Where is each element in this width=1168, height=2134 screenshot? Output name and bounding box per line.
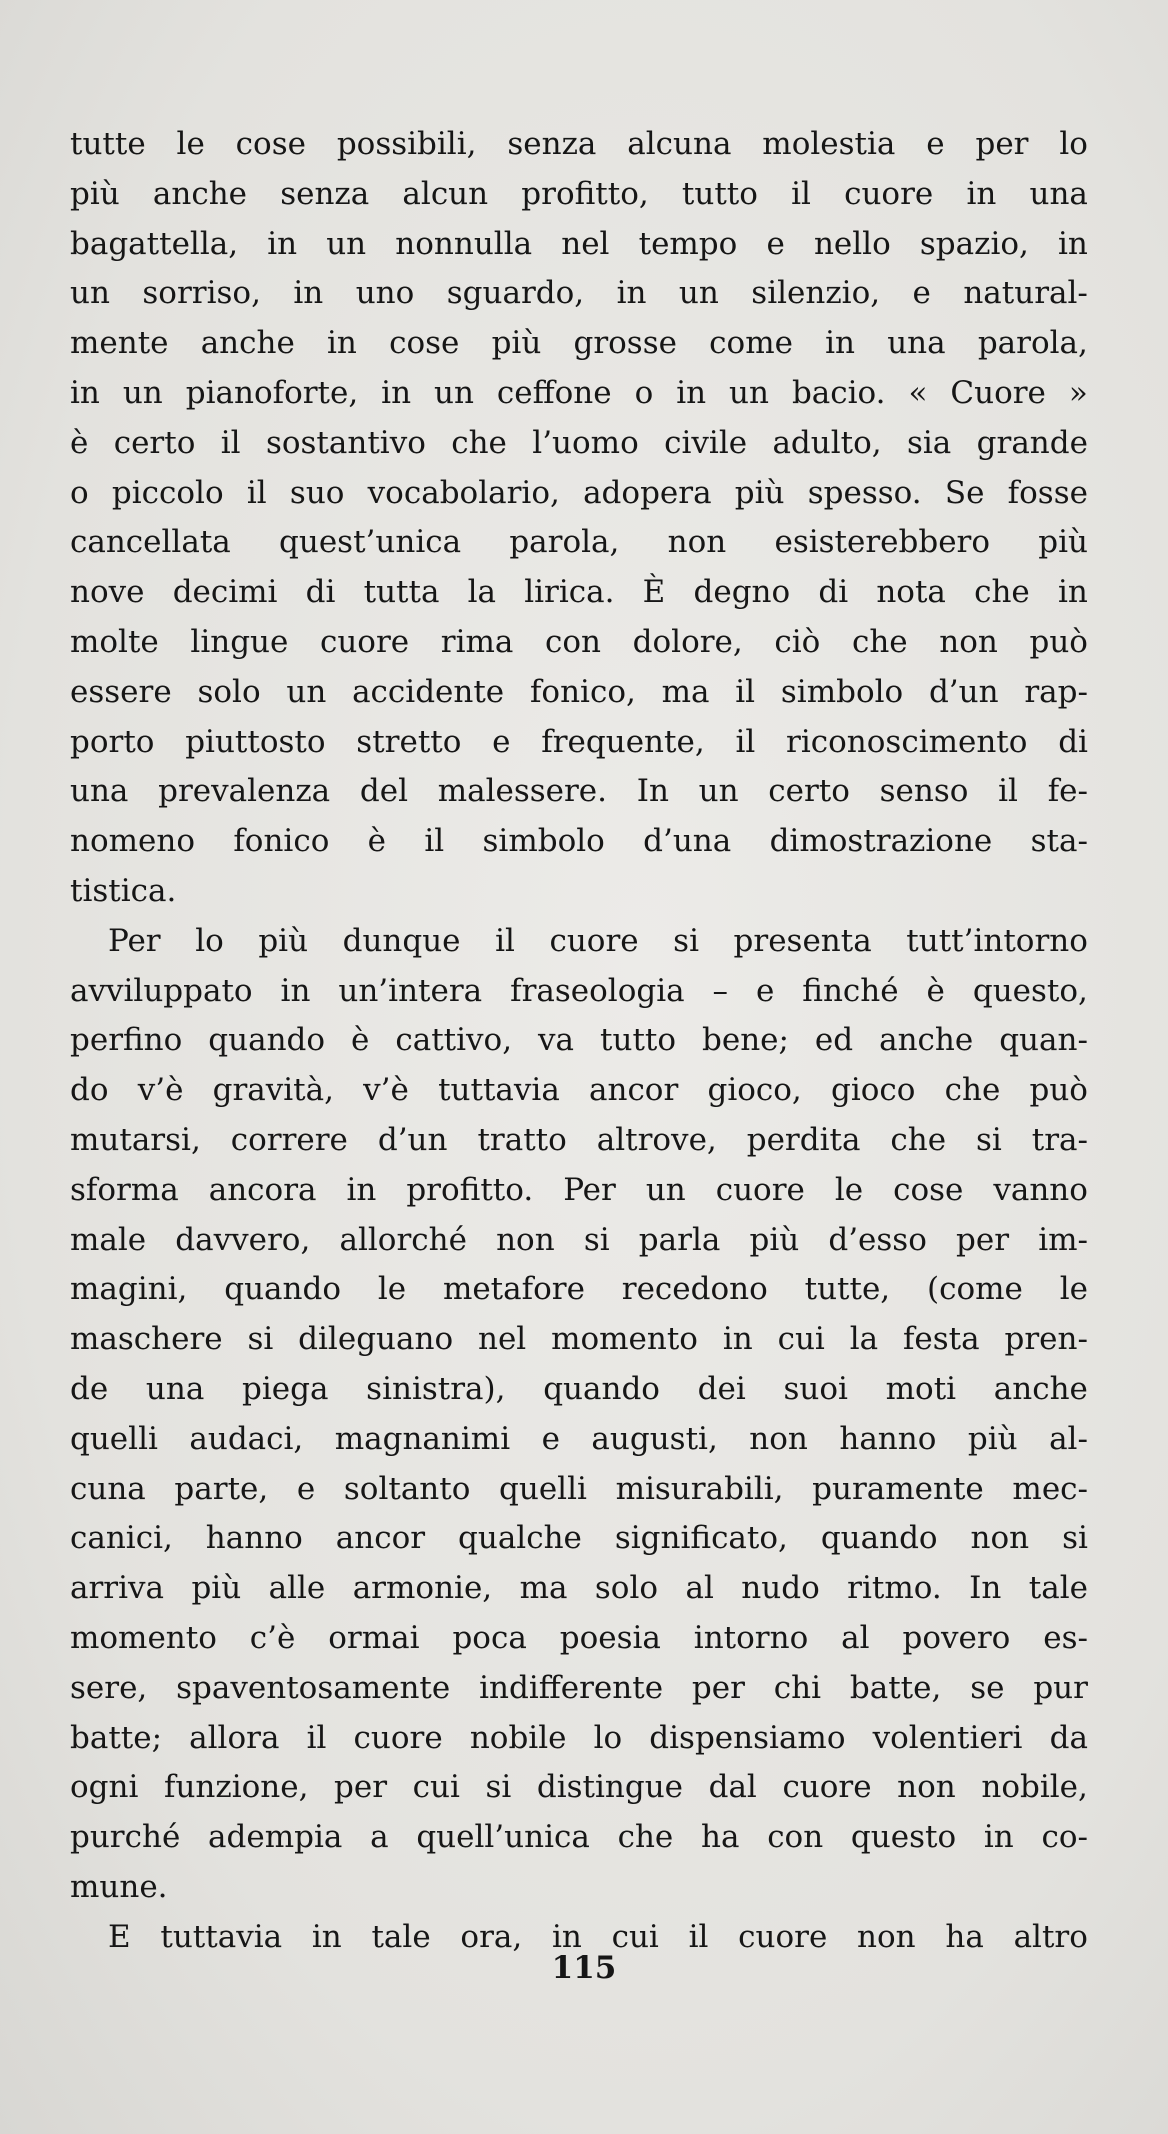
text-line: canici, hanno ancor qualche significato, quando non si bbox=[70, 1520, 1088, 1557]
text-line: male davvero, allorché non si parla più d’esso per im- bbox=[70, 1221, 1088, 1258]
text-line: Per lo più dunque il cuore si presenta tutt’intorno bbox=[108, 922, 1088, 959]
text-line: do v’è gravità, v’è tuttavia ancor gioco, gioco che può bbox=[70, 1072, 1088, 1109]
text-line: ogni funzione, per cui si distingue dal cuore non nobile, bbox=[70, 1769, 1088, 1806]
text-line: de una piega sinistra), quando dei suoi moti anche bbox=[70, 1370, 1088, 1407]
text-line: purché adempia a quell’unica che ha con questo in co- bbox=[70, 1819, 1088, 1856]
text-line: batte; allora il cuore nobile lo dispensiamo volentieri da bbox=[70, 1719, 1088, 1756]
text-line: quelli audaci, magnanimi e augusti, non hanno più al- bbox=[70, 1420, 1088, 1457]
text-line: mente anche in cose più grosse come in una parola, bbox=[70, 325, 1088, 362]
text-line: perfino quando è cattivo, va tutto bene; ed anche quan- bbox=[70, 1022, 1088, 1059]
text-line: tutte le cose possibili, senza alcuna molestia e per lo bbox=[70, 126, 1088, 162]
text-line: molte lingue cuore rima con dolore, ciò che non può bbox=[70, 623, 1088, 660]
text-line: arriva più alle armonie, ma solo al nudo ritmo. In tale bbox=[70, 1570, 1088, 1607]
text-line: maschere si dileguano nel momento in cui la festa pren- bbox=[70, 1321, 1088, 1358]
body-text bbox=[70, 120, 1088, 1962]
text-line: cancellata quest’unica parola, non esisterebbero più bbox=[70, 524, 1088, 561]
text-line: magini, quando le metafore recedono tutte, (come le bbox=[70, 1271, 1088, 1308]
text-line: bagattella, in un nonnulla nel tempo e nello spazio, in bbox=[70, 225, 1088, 262]
text-line: in un pianoforte, in un ceffone o in un bacio. « Cuore » bbox=[70, 374, 1088, 411]
text-line: più anche senza alcun profitto, tutto il cuore in una bbox=[70, 175, 1088, 212]
text-line: sere, spaventosamente indifferente per chi batte, se pur bbox=[70, 1669, 1088, 1706]
text-line: un sorriso, in uno sguardo, in un silenzio, e natural- bbox=[70, 275, 1088, 312]
text-line: una prevalenza del malessere. In un certo senso il fe- bbox=[70, 773, 1088, 810]
text-line: nove decimi di tutta la lirica. È degno di nota che in bbox=[70, 574, 1088, 611]
text-line: mune. bbox=[70, 1868, 168, 1905]
text-line: sforma ancora in profitto. Per un cuore le cose vanno bbox=[70, 1171, 1088, 1208]
text-line: è certo il sostantivo che l’uomo civile adulto, sia grande bbox=[70, 424, 1088, 461]
text-line: o piccolo il suo vocabolario, adopera più spesso. Se fosse bbox=[70, 474, 1088, 511]
page-number: 115 bbox=[551, 1950, 617, 1986]
text-line: cuna parte, e soltanto quelli misurabili, puramente mec- bbox=[70, 1470, 1088, 1507]
text-line: avviluppato in un’intera fraseologia – e finché è questo, bbox=[70, 972, 1088, 1009]
text-line: tistica. bbox=[70, 872, 177, 909]
text-line: mutarsi, correre d’un tratto altrove, perdita che si tra- bbox=[70, 1121, 1088, 1158]
text-line: nomeno fonico è il simbolo d’una dimostrazione sta- bbox=[70, 823, 1088, 860]
text-line: essere solo un accidente fonico, ma il simbolo d’un rap- bbox=[70, 673, 1088, 710]
text-line: momento c’è ormai poca poesia intorno al povero es- bbox=[70, 1619, 1088, 1656]
text-line: porto piuttosto stretto e frequente, il riconoscimento di bbox=[70, 723, 1088, 760]
text-line: E tuttavia in tale ora, in cui il cuore non ha altro bbox=[108, 1918, 1088, 1955]
